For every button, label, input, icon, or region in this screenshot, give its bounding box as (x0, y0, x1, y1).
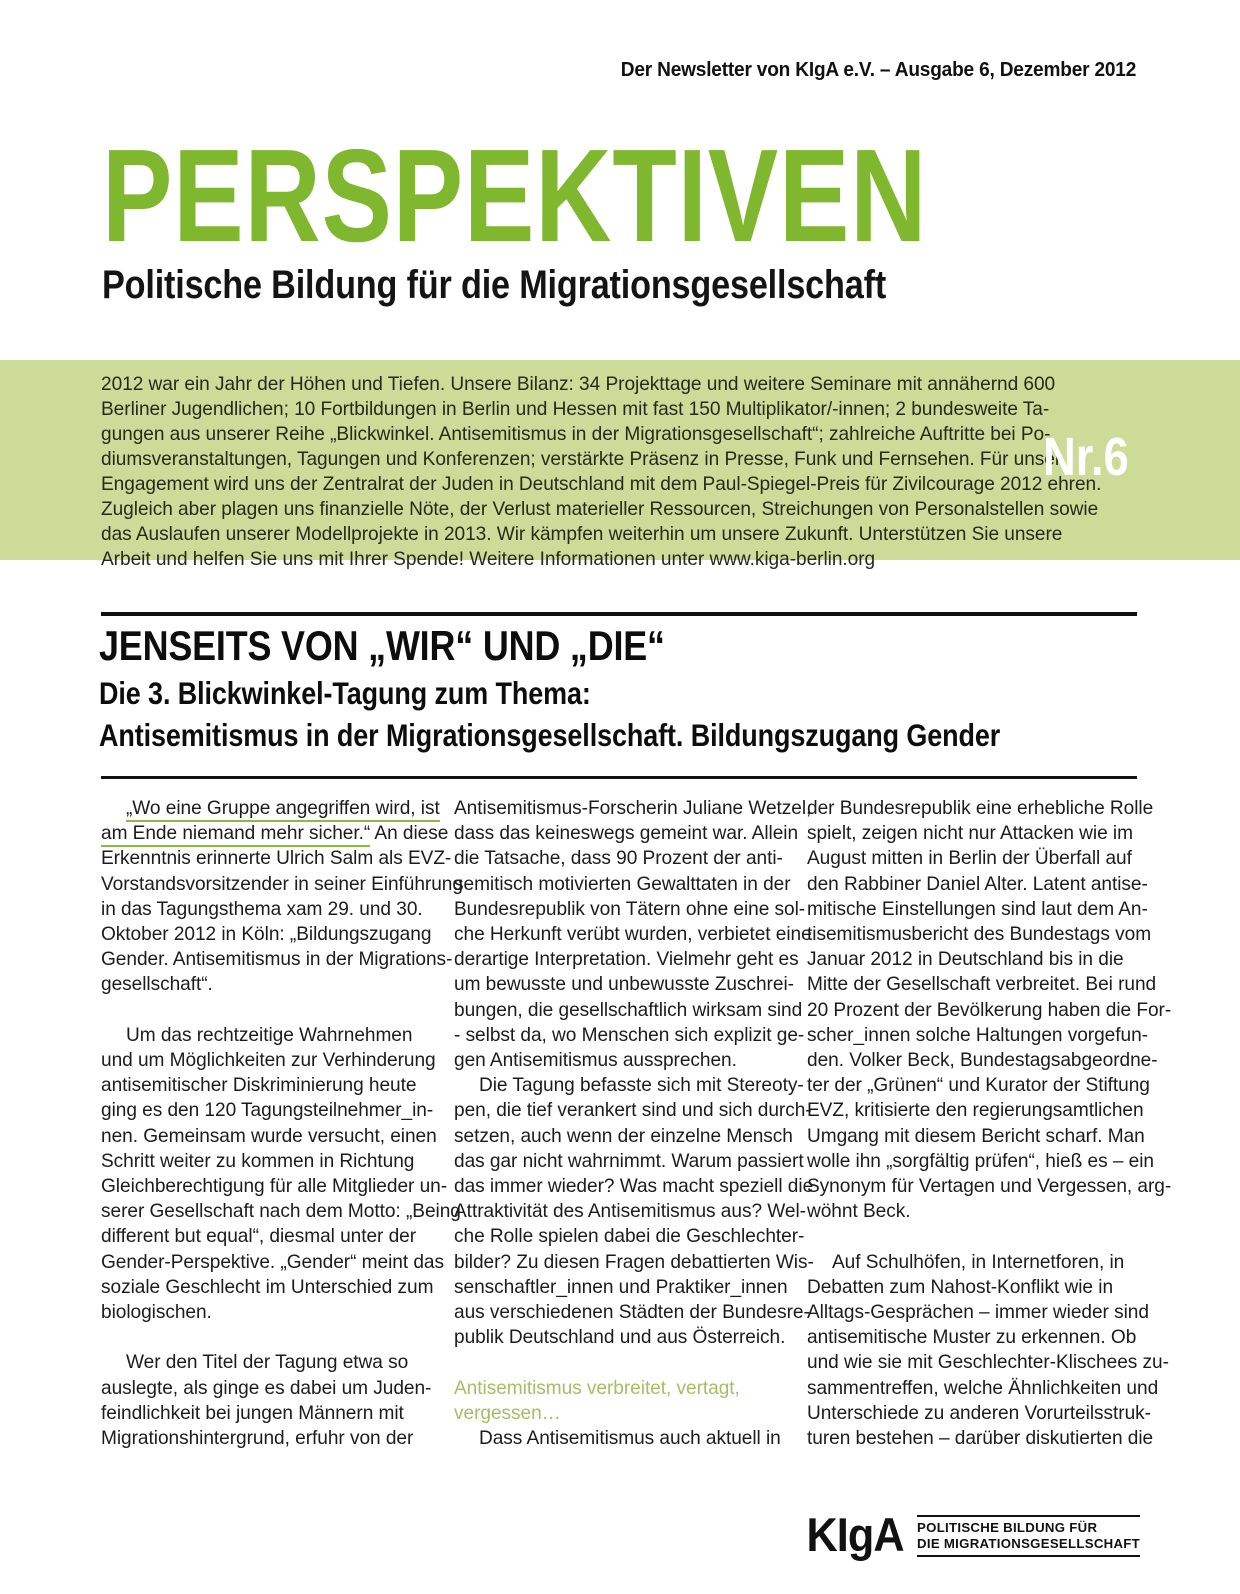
body-line: wöhnt Beck. (807, 1201, 911, 1223)
body-line: den. Volker Beck, Bundestagsabgeordne- (807, 1050, 1158, 1072)
body-line: Erkenntnis erinnerte Ulrich Salm als EVZ- (101, 848, 452, 870)
body-line: semitisch motivierten Gewalttaten in der (454, 873, 791, 895)
body-line: in das Tagungsthema xam 29. und 30. (101, 898, 423, 920)
paragraph (101, 796, 463, 998)
article-column-1 (101, 796, 463, 1466)
body-line: Antisemitismus-Forscherin Juliane Wetzel, (454, 798, 812, 819)
banner-line: das Auslaufen unserer Modellprojekte in 2013. Wir kämpfen weiterhin um unsere Zukunft. Unterstützen Sie unsere (101, 524, 1063, 546)
body-line: Dass Antisemitismus auch aktuell in (479, 1428, 781, 1450)
body-line: Januar 2012 in Deutschland bis in die (807, 949, 1124, 971)
body-line: der Bundesrepublik eine erhebliche Rolle (807, 798, 1154, 819)
banner-line: Zugleich aber plagen uns finanzielle Nöte, der Verlust materieller Ressourcen, Streichungen von Personalstellen sowie (101, 499, 1099, 521)
body-line: wolle ihn „sorgfältig prüfen“, hieß es – ein (807, 1150, 1154, 1172)
paragraph-gap (454, 1350, 784, 1375)
kiga-logo (798, 1508, 1140, 1562)
body-line: Die Tagung befasste sich mit Stereoty- (479, 1075, 804, 1097)
body-line: ter der „Grünen“ und Kurator der Stiftung (807, 1075, 1150, 1097)
body-line: antisemitische Muster zu erkennen. Ob (807, 1327, 1137, 1349)
banner-line: Arbeit und helfen Sie uns mit Ihrer Spende! Weitere Informationen unter www.kiga-berlin.org (101, 549, 876, 571)
subheading-line: Antisemitismus verbreitet, vertagt, (454, 1377, 740, 1399)
paragraph (807, 796, 1172, 1224)
banner-line: gungen aus unserer Reihe „Blickwinkel. Antisemitismus in der Migrationsgesellschaft“; zahlreiche Auftritte bei Po- (101, 424, 1051, 446)
paragraph-gap (101, 1325, 431, 1350)
body-line: che Herkunft verübt wurden, verbietet eine (454, 924, 812, 946)
body-line: nen. Gemeinsam wurde versucht, einen (101, 1125, 437, 1147)
body-line: Alltags-Gesprächen – immer wieder sind (807, 1302, 1149, 1324)
article-body-columns (101, 796, 1172, 1466)
body-line: senschaftler_innen und Praktiker_innen (454, 1276, 788, 1298)
body-line: Vorstandsvorsitzender in seiner Einführung (101, 873, 463, 895)
kiga-logo-tagline (917, 1515, 1140, 1557)
paragraph (807, 1250, 1169, 1452)
body-line: turen bestehen – darüber diskutierten die (807, 1428, 1154, 1450)
body-line: Synonym für Vertagen und Vergessen, arg- (807, 1176, 1172, 1198)
body-line: die Tatsache, dass 90 Prozent der anti- (454, 848, 783, 870)
body-line: Debatten zum Nahost-Konflikt wie in (807, 1276, 1114, 1298)
banner-line: Engagement wird uns der Zentralrat der Juden in Deutschland mit dem Paul-Spiegel-Preis für Zivilcourage 2012 ehren. (101, 474, 1102, 496)
body-line: gen Antisemitismus aussprechen. (454, 1050, 737, 1072)
body-line: August mitten in Berlin der Überfall auf (807, 848, 1132, 870)
issue-number-badge: Nr.6 (1043, 427, 1129, 487)
article-headline-block (99, 622, 1139, 756)
body-line: Gleichberechtigung für alle Mitglieder un- (101, 1176, 448, 1198)
body-line: pen, die tief verankert sind und sich durch- (454, 1100, 812, 1122)
body-line: Auf Schulhöfen, in Internetforen, in (832, 1251, 1125, 1273)
body-line: Um das rechtzeitige Wahrnehmen (126, 1024, 413, 1046)
body-line: und um Möglichkeiten zur Verhinderung (101, 1050, 436, 1072)
body-line: und wie sie mit Geschlechter-Klischees zu- (807, 1352, 1169, 1374)
article-column-3 (807, 796, 1172, 1466)
body-line: das immer wieder? Was macht speziell die (454, 1176, 814, 1198)
body-line: - selbst da, wo Menschen sich explizit ge- (454, 1024, 805, 1046)
paragraph (454, 1426, 784, 1451)
paragraph (101, 1023, 461, 1325)
body-line: derartige Interpretation. Vielmehr geht es (454, 949, 799, 971)
paragraph-gap (101, 998, 431, 1023)
body-line: Gender-Perspektive. „Gender“ meint das (101, 1251, 444, 1273)
body-line: 20 Prozent der Bevölkerung haben die For- (807, 999, 1172, 1021)
article-subheadline-2: Antisemitismus in der Migrationsgesellschaft. Bildungszugang Gender (99, 716, 1001, 753)
body-line: EVZ, kritisierte den regierungsamtlichen (807, 1100, 1144, 1122)
body-line: Oktober 2012 in Köln: „Bildungszugang (101, 924, 432, 946)
body-line: tisemitismusbericht des Bundestags vom (807, 924, 1152, 946)
body-line: Attraktivität des Antisemitismus aus? Wel- (454, 1201, 806, 1223)
body-line: um bewusste und unbewusste Zuschrei- (454, 974, 794, 996)
body-line: sammentreffen, welche Ähnlichkeiten und (807, 1377, 1159, 1399)
tagline-line: POLITISCHE BILDUNG FÜR (917, 1519, 1098, 1535)
masthead (102, 122, 1142, 308)
paragraph (101, 1350, 431, 1451)
quote-line: „Wo eine Gruppe angegriffen wird, ist (101, 796, 431, 821)
masthead-title: PERSPEKTIVEN (102, 122, 928, 269)
body-line: soziale Geschlecht im Unterschied zum (101, 1276, 434, 1298)
body-line: setzen, auch wenn der einzelne Mensch (454, 1125, 793, 1147)
banner-line: 2012 war ein Jahr der Höhen und Tiefen. Unsere Bilanz: 34 Projekttage und weitere Seminare mit annähernd 600 (101, 374, 1056, 395)
body-line: serer Gesellschaft nach dem Motto: „Being (101, 1201, 461, 1223)
article-subheadline-1: Die 3. Blickwinkel-Tagung zum Thema: (99, 674, 591, 711)
body-line: feindlichkeit bei jungen Männern mit (101, 1402, 404, 1424)
body-line: che Rolle spielen dabei die Geschlechter- (454, 1226, 805, 1248)
body-line: Mitte der Gesellschaft verbreitet. Bei rund (807, 974, 1157, 996)
paragraph (454, 796, 812, 1073)
issue-line: Der Newsletter von KIgA e.V. – Ausgabe 6, Dezember 2012 (620, 58, 1136, 81)
body-line: ging es den 120 Tagungsteilnehmer_in- (101, 1100, 434, 1122)
body-line: den Rabbiner Daniel Alter. Latent antise- (807, 873, 1148, 895)
body-line: gesellschaft“. (101, 974, 213, 996)
paragraph (454, 1073, 814, 1350)
banner-line: Berliner Jugendlichen; 10 Fortbildungen in Berlin und Hessen mit fast 150 Multiplikator/-innen; 2 bundesweite Ta- (101, 399, 1050, 421)
body-line: Umgang mit diesem Bericht scharf. Man (807, 1125, 1145, 1147)
headline-rule-top (101, 612, 1137, 616)
body-line: das gar nicht wahrnimmt. Warum passiert (454, 1150, 804, 1172)
body-line: biologischen. (101, 1302, 212, 1324)
body-line: Schritt weiter zu kommen in Richtung (101, 1150, 415, 1172)
body-line: bilder? Zu diesen Fragen debattierten Wis- (454, 1251, 814, 1273)
body-line: Migrationshintergrund, erfuhr von der (101, 1428, 414, 1450)
body-line: mitische Einstellungen sind laut dem An- (807, 898, 1148, 920)
body-line: antisemitischer Diskriminierung heute (101, 1075, 417, 1097)
body-line: dass das keineswegs gemeint war. Allein (454, 823, 799, 845)
body-line: Gender. Antisemitismus in der Migrations- (101, 949, 453, 971)
body-line: Bundesrepublik von Tätern ohne eine sol- (454, 898, 806, 920)
body-line: auslegte, als ginge es dabei um Juden- (101, 1377, 432, 1399)
kiga-logo-wordmark: KIgA (806, 1508, 905, 1562)
body-line: Wer den Titel der Tagung etwa so (126, 1352, 409, 1374)
body-line: publik Deutschland und aus Österreich. (454, 1327, 786, 1349)
masthead-subtitle: Politische Bildung für die Migrationsgesellschaft (102, 263, 887, 308)
article-column-2 (454, 796, 814, 1466)
headline-rule-bottom (101, 776, 1137, 779)
quote-line: am Ende niemand mehr sicher.“ An diese (101, 821, 431, 846)
body-line: different but equal“, diesmal unter der (101, 1226, 417, 1248)
body-line: aus verschiedenen Städten der Bundesre- (454, 1302, 810, 1324)
section-subheading (454, 1376, 784, 1426)
tagline-line: DIE MIGRATIONSGESELLSCHAFT (917, 1535, 1140, 1551)
body-line: scher_innen solche Haltungen vorgefun- (807, 1024, 1148, 1046)
body-line: spielt, zeigen nicht nur Attacken wie im (807, 823, 1133, 845)
article-headline: JENSEITS VON „WIR“ UND „DIE“ (99, 622, 665, 669)
subheading-line: vergessen… (454, 1402, 561, 1424)
banner-line: diumsveranstaltungen, Tagungen und Konferenzen; verstärkte Präsenz in Presse, Funk und Fernsehen. Für unser (101, 449, 1062, 471)
body-line: Unterschiede zu anderen Vorurteilsstruk- (807, 1402, 1151, 1424)
body-line: bungen, die gesellschaftlich wirksam sind (454, 999, 803, 1021)
paragraph-gap (807, 1224, 1137, 1249)
